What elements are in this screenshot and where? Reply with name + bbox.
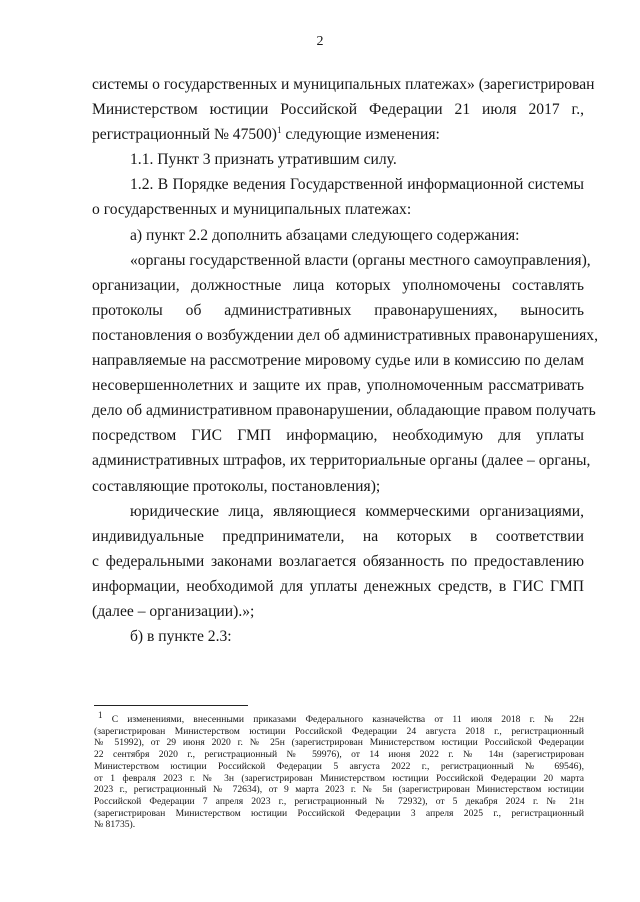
quoted-paragraph-line: постановления о возбуждении дел об административных правонарушениях, (92, 326, 599, 344)
quoted-paragraph-line: составляющие протоколы, постановления); (92, 477, 381, 495)
quoted-paragraph-line: протоколы об административных правонарушениях, выносить (92, 301, 584, 319)
footnote (94, 709, 584, 831)
quoted-paragraph-line: с федеральными законами возлагается обязанность по предоставлению (92, 552, 584, 570)
footnote-line (94, 709, 584, 726)
footnote-separator (94, 705, 248, 706)
footnote-line: Российской Федерации 7 апреля 2023 г., регистрационный № 72932), от 5 декабря 2024 г. № 21н (94, 795, 584, 807)
list-item: а) пункт 2.2 дополнить абзацами следующего содержания: (130, 226, 520, 244)
document-body (92, 72, 599, 649)
footnote-reference: 1 (276, 125, 282, 135)
quoted-paragraph-line: юридические лица, являющиеся коммерческими организациями, (130, 502, 584, 520)
footnote-line: № 51992), от 29 июня 2020 г. № 25н (зарегистрирован Министерством юстиции Российской Федерации (94, 737, 584, 749)
quoted-paragraph-line: (далее – организации).»; (92, 602, 255, 620)
list-item: 1.2. В Порядке ведения Государственной информационной системы (130, 176, 584, 194)
quoted-paragraph-line: «органы государственной власти (органы местного самоуправления), (130, 251, 591, 269)
body-line: Министерством юстиции Российской Федерации 21 июля 2017 г., (92, 101, 584, 119)
body-line-text: следующие изменения: (285, 126, 440, 144)
body-line: о государственных и муниципальных платежах: (92, 201, 412, 219)
footnote-line: № 81735). (94, 819, 136, 831)
body-line: системы о государственных и муниципальных платежах» (зарегистрирован (92, 76, 595, 93)
footnote-line: от 1 февраля 2023 г. № 3н (зарегистрирован Министерством юстиции Российской Федерации 20 марта (94, 772, 584, 784)
list-item: б) в пункте 2.3: (130, 628, 232, 646)
footnote-line: 22 сентября 2020 г., регистрационный № 59976), от 14 июня 2022 г. № 14н (зарегистрирован (94, 749, 584, 761)
footnote-line: (зарегистрирован Министерством юстиции Российской Федерации 24 августа 2018 г., регистрационный (94, 725, 584, 737)
quoted-paragraph-line: организации, должностные лица которых уполномочены составлять (92, 276, 584, 294)
page-number: 2 (316, 34, 324, 49)
footnote-marker: 1 (98, 709, 103, 720)
footnote-line-text: С изменениями, внесенными приказами Федерального казначейства от 11 июля 2018 г. № 22н (111, 714, 584, 725)
quoted-paragraph-line: несовершеннолетних и защите их прав, уполномоченным рассматривать (92, 377, 584, 395)
footnote-line: (зарегистрирован Министерством юстиции Российской Федерации 3 апреля 2025 г., регистрационный (94, 807, 584, 819)
footnote-line: Министерством юстиции Российской Федерации 5 августа 2022 г., регистрационный № 69546), (94, 760, 584, 772)
quoted-paragraph-line: направляемые на рассмотрение мировому судье или в комиссию по делам (92, 352, 584, 370)
quoted-paragraph-line: информации, необходимой для уплаты денежных средств, в ГИС ГМП (92, 577, 584, 595)
quoted-paragraph-line: посредством ГИС ГМП информацию, необходимую для уплаты (92, 427, 584, 445)
body-line-text: регистрационный № 47500) (92, 126, 277, 144)
quoted-paragraph-line: дело об административном правонарушении, обладающие правом получать (92, 402, 596, 420)
body-line (92, 122, 584, 147)
footnote-line: 2023 г., регистрационный № 72634), от 9 марта 2023 г. № 5н (зарегистрирован Министерством юстиции (94, 784, 584, 796)
quoted-paragraph-line: административных штрафов, их территориальные органы (далее – органы, (92, 452, 591, 470)
quoted-paragraph-line: индивидуальные предприниматели, на которых в соответствии (92, 527, 584, 545)
list-item: 1.1. Пункт 3 признать утратившим силу. (130, 151, 397, 169)
